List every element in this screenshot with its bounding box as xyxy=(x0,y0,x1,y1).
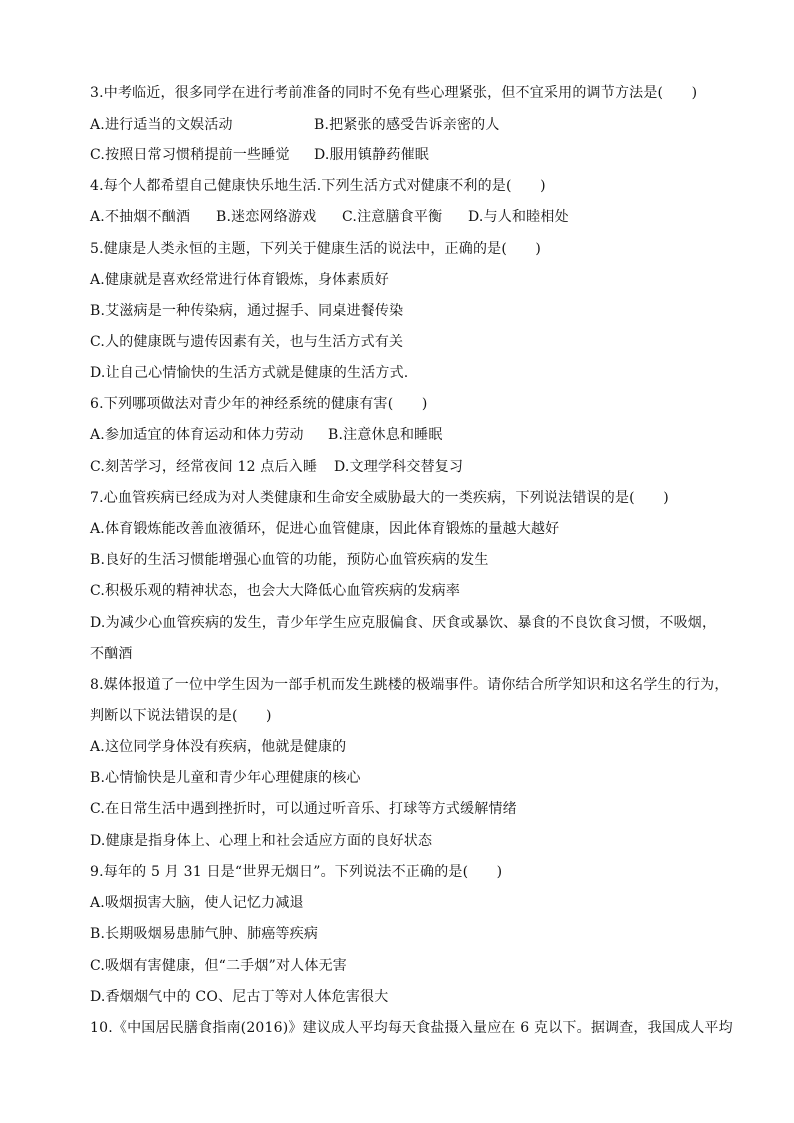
question-8-option-a: A.这位同学身体没有疾病，他就是健康的 xyxy=(90,739,347,755)
question-8-option-d: D.健康是指身体上、心理上和社会适应方面的良好状态 xyxy=(90,833,433,849)
question-8-option-c: C.在日常生活中遇到挫折时，可以通过听音乐、打球等方式缓解情绪 xyxy=(90,801,517,817)
question-5-option-b: B.艾滋病是一种传染病，通过握手、同桌进餐传染 xyxy=(90,303,404,319)
question-6-options-row-1 xyxy=(90,426,730,444)
question-4-option-a: A.不抽烟不酗酒 xyxy=(90,209,191,225)
question-6-option-d: D.文理学科交替复习 xyxy=(334,459,464,475)
question-3-options-row-1 xyxy=(90,116,730,134)
question-7-option-d-line-2: 不酗酒 xyxy=(90,646,133,662)
question-9-option-a: A.吸烟损害大脑，使人记忆力减退 xyxy=(90,895,304,911)
question-10-stem: 10.《中国居民膳食指南(2016)》建议成人平均每天食盐摄入量应在 6 克以下。据调查，我国成人平均 xyxy=(90,1020,733,1036)
question-5-stem: 5.健康是人类永恒的主题，下列关于健康生活的说法中，正确的是( ) xyxy=(90,241,542,257)
question-7-stem: 7.心血管疾病已经成为对人类健康和生命安全威胁最大的一类疾病，下列说法错误的是( ) xyxy=(90,490,669,506)
question-5-option-c: C.人的健康既与遗传因素有关，也与生活方式有关 xyxy=(90,334,404,350)
question-4-option-b: B.迷恋网络游戏 xyxy=(216,209,317,225)
question-4-stem: 4.每个人都希望自己健康快乐地生活.下列生活方式对健康不利的是( ) xyxy=(90,178,546,194)
question-3-option-a: A.进行适当的文娱活动 xyxy=(90,117,233,133)
question-7-option-c: C.积极乐观的精神状态，也会大大降低心血管疾病的发病率 xyxy=(90,583,461,599)
question-4-options-row xyxy=(90,208,730,226)
question-9-option-c: C.吸烟有害健康，但“二手烟”对人体无害 xyxy=(90,958,347,974)
question-6-options-row-2 xyxy=(90,458,730,476)
question-4-option-c: C.注意膳食平衡 xyxy=(342,209,443,225)
question-6-option-a: A.参加适宜的体育运动和体力劳动 xyxy=(90,427,304,443)
question-5-option-a: A.健康就是喜欢经常进行体育锻炼，身体素质好 xyxy=(90,272,389,288)
question-8-stem-line-1: 8.媒体报道了一位中学生因为一部手机而发生跳楼的极端事件。请你结合所学知识和这名学生的行为， xyxy=(90,677,729,693)
question-3-option-c: C.按照日常习惯稍提前一些睡觉 xyxy=(90,147,290,163)
question-6-option-b: B.注意休息和睡眠 xyxy=(328,427,443,443)
question-8-stem-line-2: 判断以下说法错误的是( ) xyxy=(90,708,272,724)
question-8-option-b: B.心情愉快是儿童和青少年心理健康的核心 xyxy=(90,770,361,786)
question-5-option-d: D.让自己心情愉快的生活方式就是健康的生活方式. xyxy=(90,365,409,381)
question-6-stem: 6.下列哪项做法对青少年的神经系统的健康有害( ) xyxy=(90,396,428,412)
question-9-option-d: D.香烟烟气中的 CO、尼古丁等对人体危害很大 xyxy=(90,989,389,1005)
question-3-stem: 3.中考临近，很多同学在进行考前准备的同时不免有些心理紧张，但不宜采用的调节方法是( ) xyxy=(90,85,698,101)
question-3-option-d: D.服用镇静药催眠 xyxy=(314,147,429,163)
question-9-option-b: B.长期吸烟易患肺气肿、肺癌等疾病 xyxy=(90,926,319,942)
question-7-option-d-line-1: D.为减少心血管疾病的发生，青少年学生应克服偏食、厌食或暴饮、暴食的不良饮食习惯，不吸烟， xyxy=(90,615,717,631)
question-7-option-a: A.体育锻炼能改善血液循环，促进心血管健康，因此体育锻炼的量越大越好 xyxy=(90,521,560,537)
question-6-option-c: C.刻苦学习，经常夜间 12 点后入睡 xyxy=(90,459,318,475)
question-4-option-d: D.与人和睦相处 xyxy=(468,209,569,225)
question-3-options-row-2 xyxy=(90,146,730,164)
question-3-option-b: B.把紧张的感受告诉亲密的人 xyxy=(314,117,500,133)
question-7-option-b: B.良好的生活习惯能增强心血管的功能，预防心血管疾病的发生 xyxy=(90,552,489,568)
question-9-stem: 9.每年的 5 月 31 日是“世界无烟日”。下列说法不正确的是( ) xyxy=(90,864,503,880)
